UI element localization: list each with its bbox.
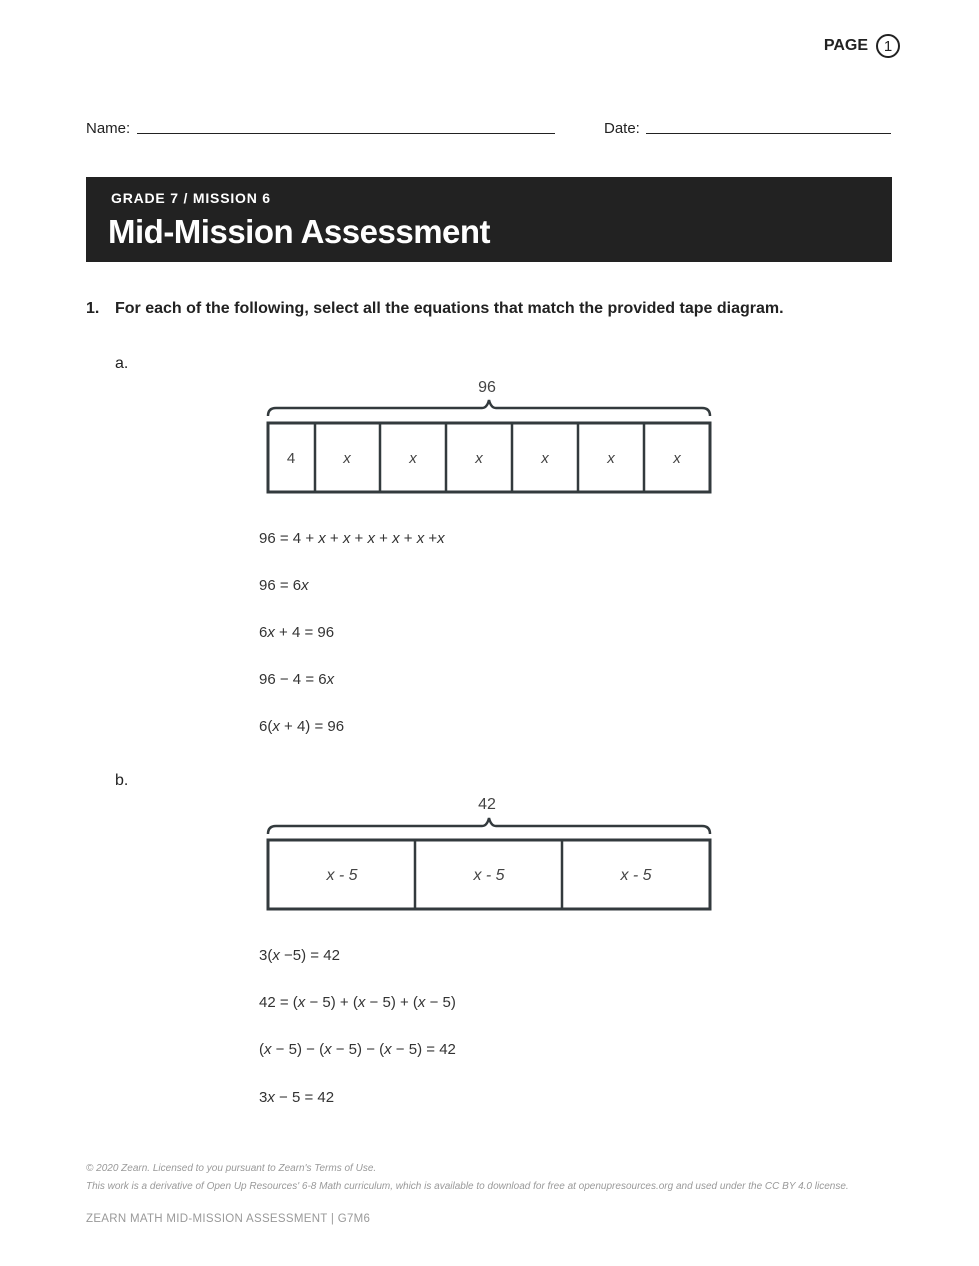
- part-b-label: b.: [115, 772, 129, 789]
- equation-option[interactable]: 6(x + 4) = 96: [259, 718, 345, 735]
- tape-a-cell: 4: [286, 450, 296, 467]
- page-number: 1: [876, 34, 900, 58]
- tape-b-cell: x - 5: [620, 867, 652, 884]
- tape-a-cell: x: [607, 450, 615, 467]
- page-label: PAGE: [823, 37, 868, 54]
- tape-a-cell: x: [409, 450, 417, 467]
- tape-a-cell: x: [475, 450, 483, 467]
- tape-a-cell: x: [673, 450, 681, 467]
- tape-a-total: 96: [478, 379, 496, 396]
- tape-diagram-a: [268, 379, 710, 492]
- question-prompt: For each of the following, select all the equations that match the provided tape diagram.: [115, 300, 784, 317]
- footer-copyright: © 2020 Zearn. Licensed to you pursuant to Zearn's Terms of Use.: [86, 1163, 377, 1174]
- equation-option[interactable]: 96 − 4 = 6x: [259, 671, 335, 688]
- tape-a-brace: [268, 400, 710, 416]
- tape-b-cell: x - 5: [326, 867, 358, 884]
- tape-diagram-b: [268, 796, 710, 909]
- tape-a-cell: x: [541, 450, 549, 467]
- tape-b-cell: x - 5: [473, 867, 505, 884]
- footer-document-id: ZEARN MATH MID-MISSION ASSESSMENT | G7M6: [86, 1213, 371, 1225]
- equation-option[interactable]: 96 = 4 + x + x + x + x + x +x: [259, 530, 445, 547]
- page-title: Mid-Mission Assessment: [108, 213, 491, 250]
- tape-b-brace: [268, 818, 710, 834]
- equation-option[interactable]: (x − 5) − (x − 5) − (x − 5) = 42: [259, 1041, 456, 1058]
- equation-option[interactable]: 42 = (x − 5) + (x − 5) + (x − 5): [259, 994, 456, 1011]
- tape-b-total: 42: [478, 796, 496, 813]
- name-label: Name:: [86, 120, 131, 137]
- question-number: 1.: [86, 300, 100, 317]
- date-label: Date:: [604, 120, 640, 137]
- equation-option[interactable]: 3x − 5 = 42: [259, 1089, 335, 1106]
- equation-option[interactable]: 96 = 6x: [259, 577, 309, 594]
- banner-subtitle: GRADE 7 / MISSION 6: [111, 190, 271, 206]
- tape-a-cell: x: [343, 450, 351, 467]
- part-a-label: a.: [115, 355, 129, 372]
- equation-option[interactable]: 6x + 4 = 96: [259, 624, 335, 641]
- footer-license: This work is a derivative of Open Up Resources' 6-8 Math curriculum, which is available to download for free at openupresources.org and used under the CC BY 4.0 license.: [86, 1181, 849, 1192]
- equation-option[interactable]: 3(x −5) = 42: [259, 947, 340, 964]
